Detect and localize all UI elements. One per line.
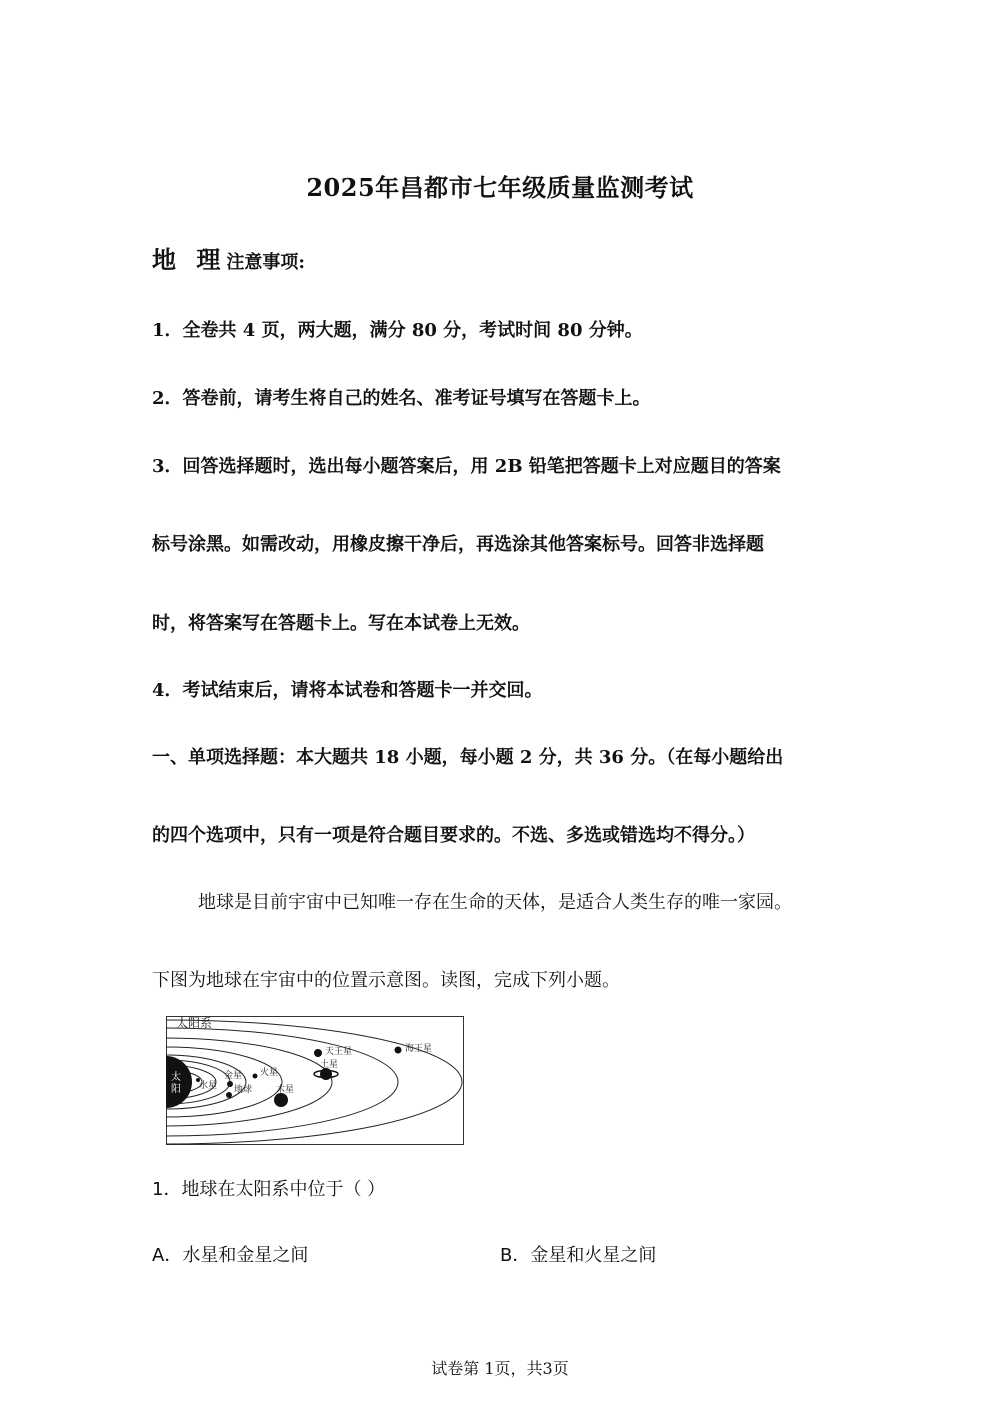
mars-dot xyxy=(253,1074,258,1079)
option-a[interactable]: A．水星和金星之间 xyxy=(152,1245,309,1266)
planet-label: 火星 xyxy=(260,1068,279,1078)
passage-paragraph: 下图为地球在宇宙中的位置示意图。读图，完成下列小题。 xyxy=(152,970,620,991)
sun-label: 太 xyxy=(171,1072,181,1083)
section-heading-continued: 的四个选项中，只有一项是符合题目要求的。不选、多选或错选均不得分。） xyxy=(152,825,755,846)
subject-line xyxy=(152,240,305,275)
planet-label: 土星 xyxy=(320,1060,339,1070)
question-stem: 1．地球在太阳系中位于（ ） xyxy=(152,1179,386,1200)
neptune-dot xyxy=(395,1047,402,1054)
planet-label: 水星 xyxy=(199,1081,218,1091)
planet-label: 金星 xyxy=(224,1071,243,1081)
earth-dot xyxy=(226,1092,232,1098)
diagram-heading: 太阳系 xyxy=(176,1016,213,1030)
uranus-dot xyxy=(314,1049,322,1057)
notice-item: 1．全卷共 4 页，两大题，满分 80 分，考试时间 80 分钟。 xyxy=(152,320,643,341)
planet-label: 海王星 xyxy=(405,1044,433,1054)
notice-heading: 注意事项: xyxy=(226,252,306,273)
planet-label: 天王星 xyxy=(325,1047,353,1057)
notice-item-continued: 时，将答案写在答题卡上。写在本试卷上无效。 xyxy=(152,613,530,634)
exam-title: 2025年昌都市七年级质量监测考试 xyxy=(306,173,694,202)
passage-paragraph: 地球是目前宇宙中已知唯一存在生命的天体，是适合人类生存的唯一家园。 xyxy=(198,892,792,913)
subject-name: 地 理 xyxy=(152,245,227,274)
page-footer: 试卷第 1页，共3页 xyxy=(431,1359,569,1378)
notice-item: 2．答卷前，请考生将自己的姓名、准考证号填写在答题卡上。 xyxy=(152,388,651,409)
jupiter-dot xyxy=(274,1093,288,1107)
planet-label: 地球 xyxy=(234,1085,253,1095)
notice-item: 4．考试结束后，请将本试卷和答题卡一并交回。 xyxy=(152,680,543,701)
solar-system-diagram xyxy=(166,1016,464,1145)
sun-label: 阳 xyxy=(171,1084,181,1095)
notice-item-continued: 标号涂黑。如需改动，用橡皮擦干净后，再选涂其他答案标号。回答非选择题 xyxy=(152,534,764,555)
section-heading: 一、单项选择题：本大题共 18 小题，每小题 2 分，共 36 分。（在每小题给出 xyxy=(152,747,784,768)
notice-item: 3．回答选择题时，选出每小题答案后，用 2B 铅笔把答题卡上对应题目的答案 xyxy=(152,456,781,477)
venus-dot xyxy=(227,1081,233,1087)
option-b[interactable]: B．金星和火星之间 xyxy=(500,1245,657,1266)
planet-label: 木星 xyxy=(276,1085,295,1095)
